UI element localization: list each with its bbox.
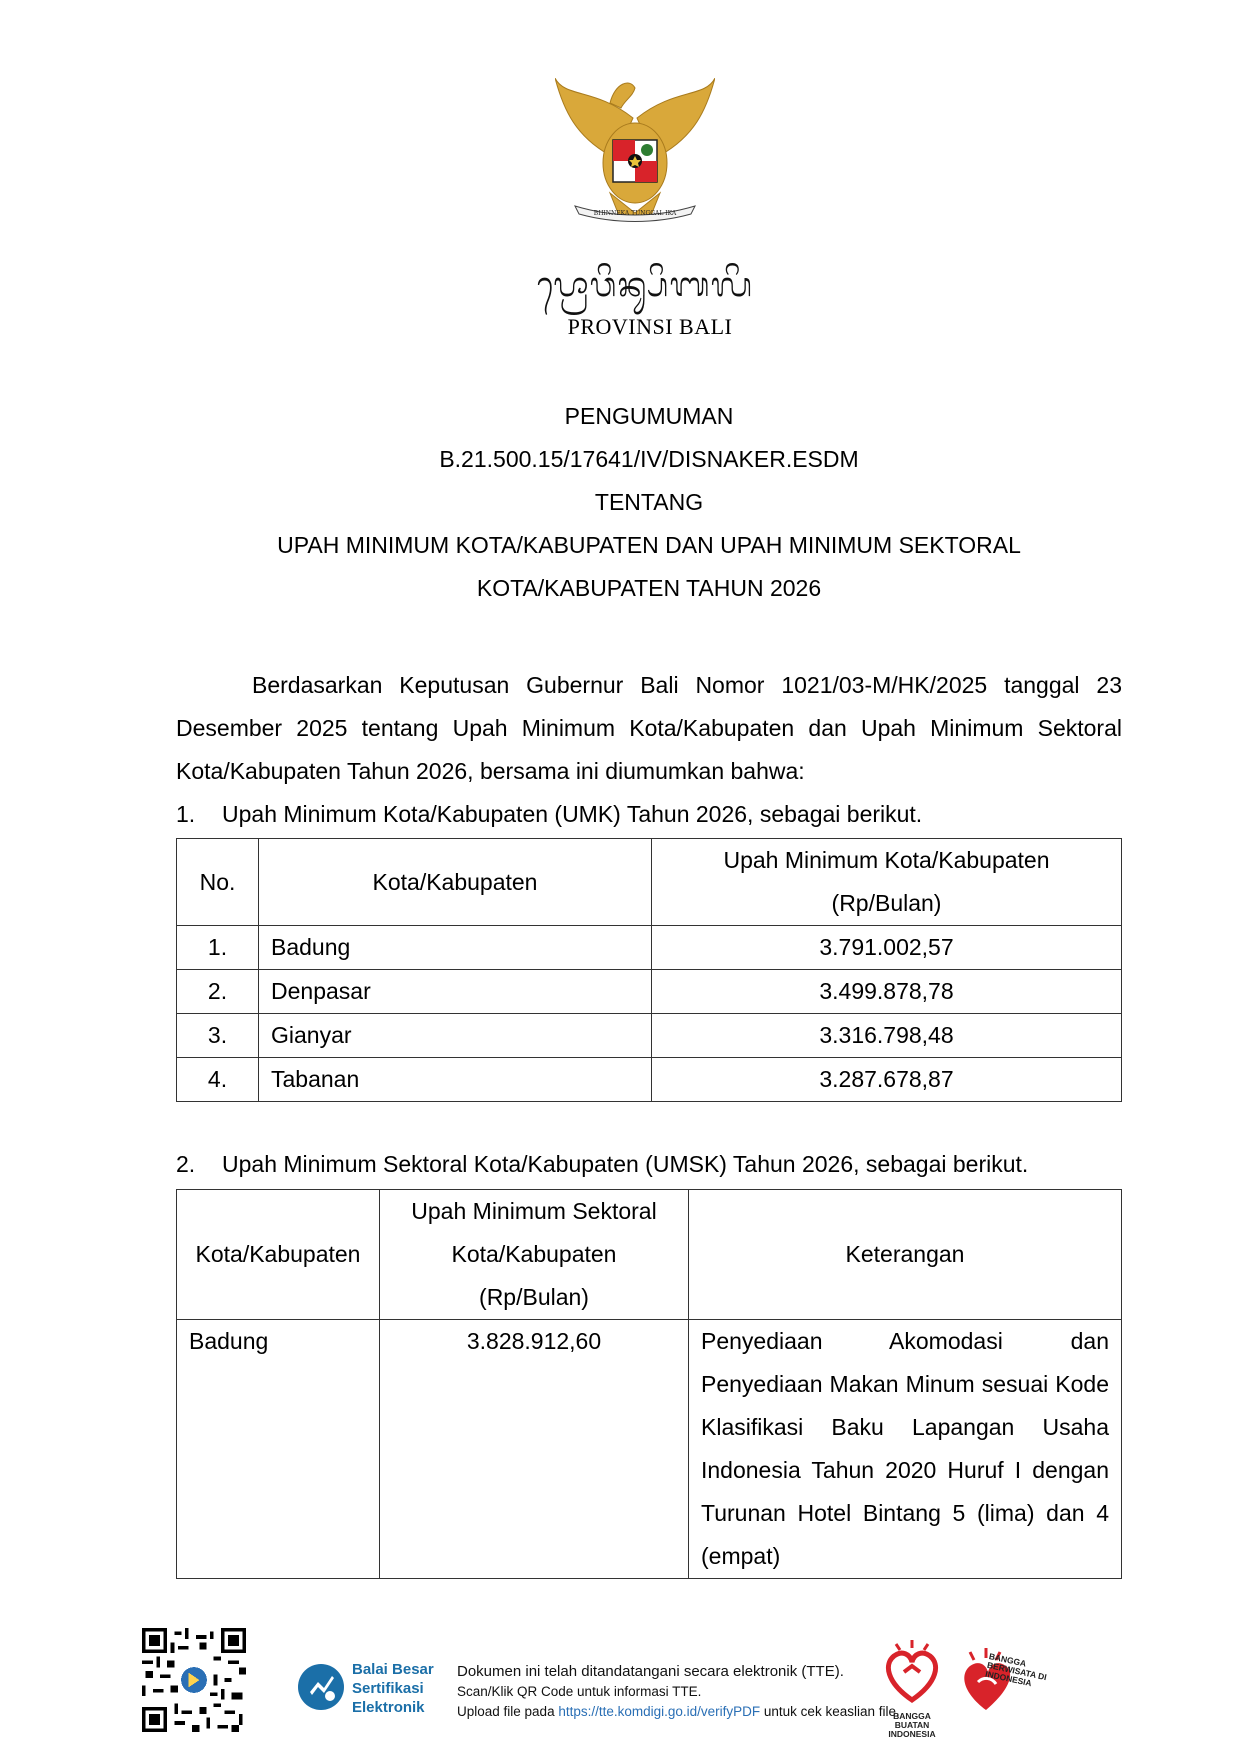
table-row [177,926,1122,970]
qr-code-icon[interactable] [142,1628,246,1732]
bsre-line-2: Sertifikasi [352,1680,424,1697]
header-value-line-2: Kota/Kabupaten [451,1241,617,1267]
province-name: PROVINSI BALI [567,314,733,339]
table-row [177,1320,1122,1579]
section-2-heading [176,1143,1028,1186]
umsk-table [176,1189,1122,1579]
header-note: Keterangan [689,1190,1122,1320]
header-no: No. [177,839,259,926]
bsre-line-1: Balai Besar [352,1661,434,1678]
header-value-line-1: Upah Minimum Sektoral [411,1198,657,1224]
footer [0,1620,1241,1750]
section-2-text: Upah Minimum Sektoral Kota/Kabupaten (UMSK) Tahun 2026, sebagai berikut. [222,1151,1029,1177]
header-city: Kota/Kabupaten [177,1190,380,1320]
heart-icon [876,1638,948,1710]
balinese-script-logo: ᬧ᭄ᬭᭀᬯᬶᬦ᭄ᬲᬶᬩᬮᬶ [536,265,754,305]
header-value [380,1190,689,1320]
title-line-3: TENTANG [594,489,704,515]
tte-line-1: Dokumen ini telah ditandatangani secara elektronik (TTE). [457,1663,844,1680]
title-line-2: B.21.500.15/17641/IV/DISNAKER.ESDM [439,446,859,472]
row-city: Gianyar [259,1014,652,1058]
table-header-row [177,839,1122,926]
row-no: 4. [177,1058,259,1102]
bangga-buatan-indonesia-badge [876,1638,948,1739]
title-line-4: UPAH MINIMUM KOTA/KABUPATEN DAN UPAH MINIMUM SEKTORAL [277,532,1021,558]
intro-paragraph [176,664,1122,793]
tte-line-2: Scan/Klik QR Code untuk informasi TTE. [457,1684,702,1699]
section-1-text: Upah Minimum Kota/Kabupaten (UMK) Tahun 2026, sebagai berikut. [222,801,923,827]
title-line-1: PENGUMUMAN [564,403,734,429]
header-value-line-1: Upah Minimum Kota/Kabupaten [723,847,1050,873]
header-value [652,839,1122,926]
row-value: 3.287.678,87 [652,1058,1122,1102]
row-note: Penyediaan Akomodasi dan Penyediaan Makan Minum sesuai Kode Klasifikasi Baku Lapangan Usaha Indonesia Tahun 2020 Huruf I dengan Turunan Hotel Bintang 5 (lima) dan 4 (empat) [689,1320,1122,1579]
bangga-berwisata-badge [956,1638,1048,1734]
tte-line-3-suffix: untuk cek keaslian file. [760,1704,900,1719]
section-1-heading [176,793,922,836]
tte-line-3-prefix: Upload file pada [457,1704,559,1719]
row-value: 3.499.878,78 [652,970,1122,1014]
row-value: 3.316.798,48 [652,1014,1122,1058]
badge-2-text: BANGGA BERWISATA DI INDONESIA [984,1651,1048,1689]
section-2-number: 2. [176,1151,196,1177]
tte-notice [457,1662,900,1722]
verify-pdf-link[interactable]: https://tte.komdigi.go.id/verifyPDF [558,1704,761,1719]
bsre-name [352,1660,434,1717]
row-no: 1. [177,926,259,970]
header-value-line-3: (Rp/Bulan) [479,1284,589,1310]
table-row [177,1058,1122,1102]
table-row [177,970,1122,1014]
row-city: Badung [259,926,652,970]
bsre-line-3: Elektronik [352,1699,425,1716]
bsre-logo-icon [296,1662,346,1712]
title-line-5: KOTA/KABUPATEN TAHUN 2026 [476,575,822,601]
row-value: 3.828.912,60 [380,1320,689,1579]
section-1-number: 1. [176,801,196,827]
garuda-emblem-icon [555,78,715,228]
header-value-line-2: (Rp/Bulan) [831,890,942,916]
row-no: 3. [177,1014,259,1058]
row-city: Tabanan [259,1058,652,1102]
row-no: 2. [177,970,259,1014]
badge-1-text: BANGGA BUATAN INDONESIA [888,1711,936,1739]
table-row [177,1014,1122,1058]
table-header-row [177,1190,1122,1320]
header-city: Kota/Kabupaten [259,839,652,926]
intro-text: Berdasarkan Keputusan Gubernur Bali Nomor 1021/03-M/HK/2025 tanggal 23 Desember 2025 tentang Upah Minimum Kota/Kabupaten dan Upah Minimum Sektoral Kota/Kabupaten Tahun 2026, bersama ini diumumkan bahwa: [176,672,1122,784]
row-city: Denpasar [259,970,652,1014]
tte-line-3 [457,1702,900,1722]
announcement-title [176,395,1122,610]
row-city: Badung [177,1320,380,1579]
row-value: 3.791.002,57 [652,926,1122,970]
umk-table [176,838,1122,1102]
svg-text:BHINNEKA TUNGGAL IKA: BHINNEKA TUNGGAL IKA [593,210,677,217]
